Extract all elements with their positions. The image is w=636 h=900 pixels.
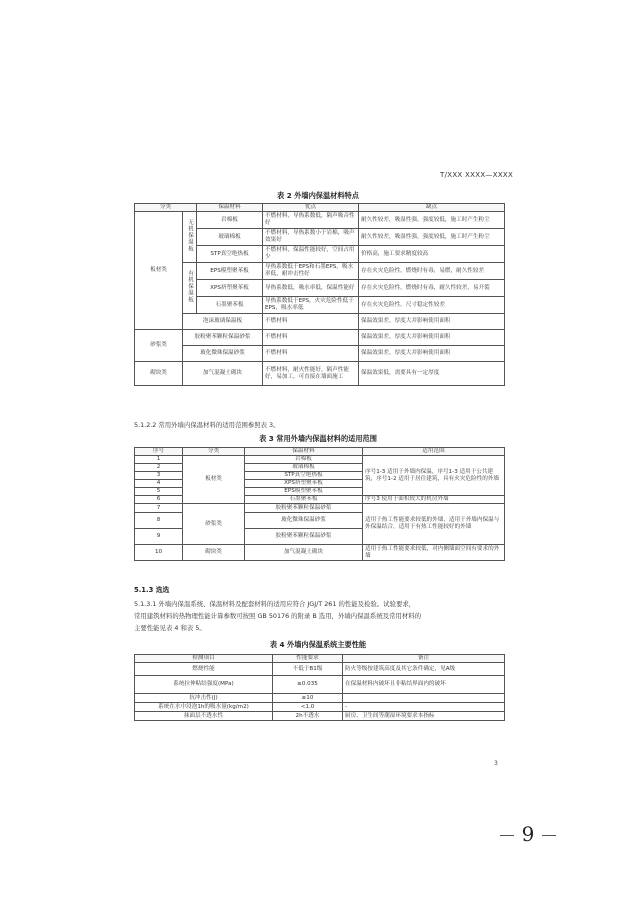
table2-material: 玻璃棉板 [197, 229, 263, 246]
paragraph-5-1-3-1-line2: 常用建筑材料的热物理性能计算参数可按照 GB 50176 的附录 B 选用，外墙内保温系统及常用材料的 [134, 612, 422, 620]
paragraph-5-1-2-2: 5.1.2.2 常用外墙内保温材料的适用范围参照表 3。 [134, 421, 280, 429]
table2-material: EPS模塑聚苯板 [197, 263, 263, 280]
table2-header: 保温材料 [197, 204, 263, 212]
table3-material: 石墨聚苯板 [245, 496, 363, 504]
table3-material: 玻化微珠保温砂浆 [245, 513, 363, 529]
table2-subclass-inorganic: 无机保温板 [187, 219, 193, 252]
table-row [135, 676, 505, 694]
table-row [135, 703, 505, 712]
table2-header: 缺点 [359, 204, 505, 212]
table4-req: ≥0.035 [273, 676, 343, 694]
table2-material: STP真空绝热板 [197, 246, 263, 263]
table4-item: 抹面层不透水性 [135, 712, 273, 721]
table2-pros: 不燃材料 [263, 346, 359, 362]
table2-cons: 存在火灾危险性，燃烧时有毒，易燃，耐久性较差 [359, 263, 505, 280]
table2-material: 玻化微珠保温砂浆 [183, 346, 263, 362]
table3-scope-board: 序号1-3 适用于外墙内保温，序号1-3 适用于公共建筑，序号1-2 适用于居住建筑，具有火灾危险性的外墙 [363, 456, 505, 496]
table3-class-mortar: 砂浆类 [183, 504, 245, 545]
table4 [134, 654, 505, 721]
table2-subclass-organic: 有机保温板 [187, 270, 193, 303]
table4-header-row [135, 655, 505, 663]
table2-caption: 表 2 外墙内保温材料特点 [277, 191, 359, 200]
table3-material: 胶粉聚苯颗粒保温砂浆 [245, 529, 363, 545]
table3-caption: 表 3 常用外墙内保温材料的适用范围 [259, 434, 377, 443]
table3-class-board: 板材类 [183, 456, 245, 504]
table2-cons: 保温效果差，厚度大并影响使用面积 [359, 330, 505, 346]
table3-no: 4 [135, 480, 183, 488]
table2-cons: 存在火灾危险性，尺寸稳定性较差 [359, 297, 505, 314]
table4-header: 备注 [343, 655, 505, 663]
footer-dash-right [542, 835, 556, 836]
table-row [135, 663, 505, 676]
table-row [135, 504, 505, 513]
table2-cons: 保温效果差，厚度大并影响使用面积 [359, 346, 505, 362]
table2-class-board: 板材类 [135, 212, 183, 330]
inner-page-number: 3 [494, 760, 498, 767]
table3-material: XPS挤塑聚苯板 [245, 480, 363, 488]
table-row [135, 314, 505, 330]
table3-no: 10 [135, 545, 183, 561]
table2-cons: 价格高，施工要求精度较高 [359, 246, 505, 263]
table2-material: 胶粉聚苯颗粒保温砂浆 [183, 330, 263, 346]
table2-material: 岩棉板 [197, 212, 263, 229]
table4-req: <1.0 [273, 703, 343, 712]
table-row [135, 330, 505, 346]
table3-material: 玻璃棉板 [245, 464, 363, 472]
table2-cons: 保温效果低，需要具有一定厚度 [359, 362, 505, 386]
table-row [135, 212, 505, 229]
table2-cons: 耐久性较差，吸湿性强，强度较低，施工时产生粉尘 [359, 212, 505, 229]
table4-req: 2h不透水 [273, 712, 343, 721]
table4-item: 抗冲击性(J) [135, 694, 273, 703]
table3-scope-mortar: 适用于热工性能要求较低的外墙，适用于外墙内保温与外保温结合，适用于有热工性能较好的外墙 [363, 504, 505, 545]
table4-item: 系统拉伸粘结强度(MPa) [135, 676, 273, 694]
table3-material: 加气混凝土砌块 [245, 545, 363, 561]
table3-scope-board2: 序号3 使用于面积较大的机房外墙 [363, 496, 505, 504]
table2-class-block: 砌块类 [135, 362, 183, 386]
table2-material: 加气混凝土砌块 [183, 362, 263, 386]
table3-material: 岩棉板 [245, 456, 363, 464]
paragraph-5-1-3-1-line3: 主要性能见表 4 和表 5。 [134, 624, 206, 632]
table4-header: 检测项目 [135, 655, 273, 663]
table2-pros: 不燃材料，保温性能较好，空间占用少 [263, 246, 359, 263]
table2-pros: 导热系数低于EPS和石墨EPS，吸水率低，耐冲击性好 [263, 263, 359, 280]
table4-note: - [343, 703, 505, 712]
footer-page-number-text: 9 [521, 822, 535, 846]
table2-pros: 导热系数低于EPS，火灾危险性低于EPS，吸水率低 [263, 297, 359, 314]
table2-pros: 导热系数低，吸水率低，保温性能好 [263, 280, 359, 297]
table3-header: 序号 [135, 448, 183, 456]
table3-no: 8 [135, 513, 183, 529]
table-row [135, 694, 505, 703]
table3-no: 1 [135, 456, 183, 464]
table3-no: 2 [135, 464, 183, 472]
table2-material: 泡沫玻璃保温板 [183, 314, 263, 330]
table4-item: 燃烧性能 [135, 663, 273, 676]
document-code: T/XXX XXXX—XXXX [440, 171, 514, 179]
table2-material: 石墨聚苯板 [197, 297, 263, 314]
table-row [135, 362, 505, 386]
table3-material: STP真空绝热板 [245, 472, 363, 480]
table3-no: 6 [135, 496, 183, 504]
table2-cons: 耐久性较差，吸湿性强，强度较低，施工时产生粉尘 [359, 229, 505, 246]
table2-pros: 不燃材料，导热系数小于岩棉，吸声效果好 [263, 229, 359, 246]
table2-pros: 不燃材料，导热系数低，隔声吸音性好 [263, 212, 359, 229]
table3-scope-block: 适用于热工性能要求较低，对内侧墙面空间有要求的外墙 [363, 545, 505, 561]
table2-class-mortar: 砂浆类 [135, 330, 183, 362]
table2-cons: 存在火灾危险性，燃烧时有毒，耐久性较差，易开裂 [359, 280, 505, 297]
table2-cons: 保温效果差，厚度大并影响使用面积 [359, 314, 505, 330]
table2-header: 优点 [263, 204, 359, 212]
table4-note: 防火等级按建筑高度及其它条件确定，见A级 [343, 663, 505, 676]
table4-item: 系统在水中浸泡1h的吸水量(kg/m2) [135, 703, 273, 712]
table-row [135, 346, 505, 362]
footer-dash-left [500, 835, 514, 836]
table2-pros: 不燃材料，耐火性能好，隔声性能好，易加工，可直接在墙面施工 [263, 362, 359, 386]
table2-pros: 不燃材料 [263, 314, 359, 330]
table4-caption: 表 4 外墙内保温系统主要性能 [269, 640, 367, 649]
table4-header: 性能要求 [273, 655, 343, 663]
table4-note: 在保温材料内破坏且非粘结界面内的破坏 [343, 676, 505, 694]
table-row [135, 712, 505, 721]
table2 [134, 203, 505, 386]
table3-class-block: 砌块类 [183, 545, 245, 561]
table3-header: 保温材料 [245, 448, 363, 456]
table4-note [343, 694, 505, 703]
table-row [135, 263, 505, 280]
table3-material: 胶粉聚苯颗粒保温砂浆 [245, 504, 363, 513]
paragraph-5-1-3-1-line1: 5.1.3.1 外墙内保温系统、保温材料及配套材料的适用应符合 JGJ/T 261 的性能及检验。试验要求， [134, 600, 416, 608]
table2-header-row [135, 204, 505, 212]
table-row [135, 545, 505, 561]
table3-no: 7 [135, 504, 183, 513]
table3-no: 5 [135, 488, 183, 496]
table2-pros: 不燃材料 [263, 330, 359, 346]
table4-note: 厨房、卫生间等潮湿环境要求本指标 [343, 712, 505, 721]
table3-no: 3 [135, 472, 183, 480]
table3-header: 分类 [183, 448, 245, 456]
table3-no: 9 [135, 529, 183, 545]
table4-req: ≥10 [273, 694, 343, 703]
table2-material: XPS挤塑聚苯板 [197, 280, 263, 297]
table3-header: 适用范围 [363, 448, 505, 456]
table2-header: 分类 [135, 204, 197, 212]
section-heading-5-1-3: 5.1.3 选选 [134, 586, 170, 594]
table3-material: EPS模塑聚苯板 [245, 488, 363, 496]
table3 [134, 447, 505, 561]
table4-req: 不低于B1级 [273, 663, 343, 676]
table-row [135, 456, 505, 464]
table3-header-row [135, 448, 505, 456]
footer-page-number [478, 822, 578, 846]
